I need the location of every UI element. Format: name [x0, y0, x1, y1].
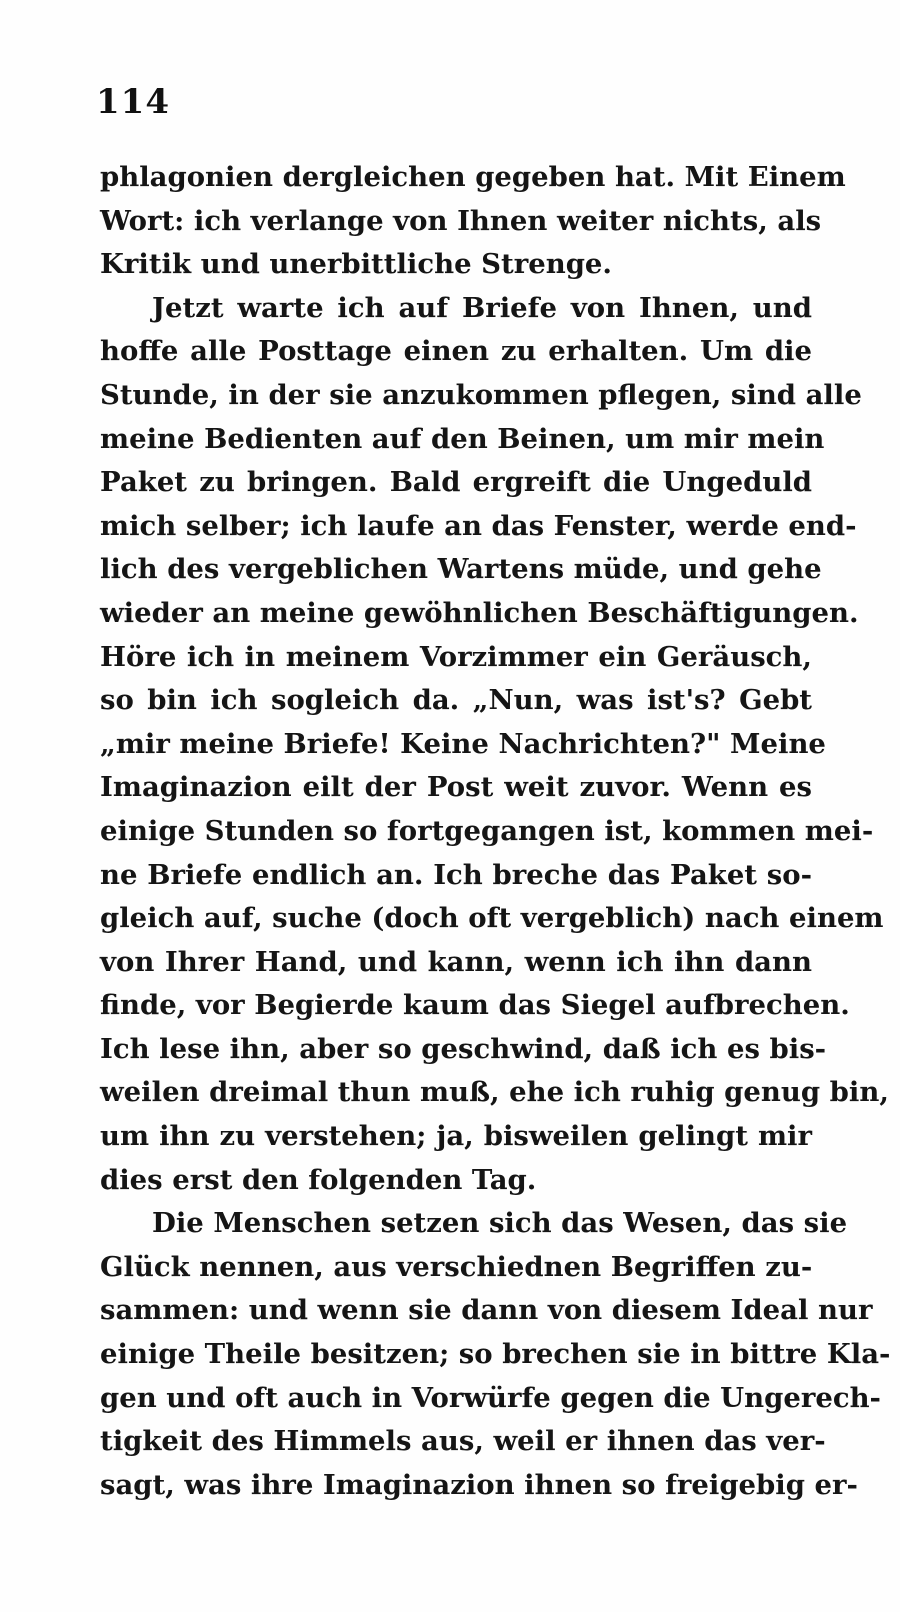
- text-line: einige Stunden so fortgegangen ist, kommen mei-: [100, 814, 874, 847]
- text-line: meine Bedienten auf den Beinen, um mir mein: [100, 422, 825, 455]
- page-number: 114: [96, 82, 170, 122]
- text-line: Imaginazion eilt der Post weit zuvor. Wenn es: [100, 771, 812, 804]
- text-line: phlagonien dergleichen gegeben hat. Mit Einem: [100, 161, 846, 193]
- text-line: tigkeit des Himmels aus, weil er ihnen das ver-: [100, 1425, 826, 1458]
- text-line: Kritik und unerbittliche Strenge.: [100, 248, 612, 281]
- text-line: sagt, was ihre Imaginazion ihnen so freigebig er-: [100, 1468, 858, 1501]
- text-line: Jetzt warte ich auf Briefe von Ihnen, und: [152, 291, 812, 324]
- text-line: so bin ich sogleich da. „Nun, was ist's? Gebt: [100, 684, 812, 717]
- text-line: weilen dreimal thun muß, ehe ich ruhig genug bin,: [100, 1076, 889, 1109]
- text-line: Die Menschen setzen sich das Wesen, das sie: [152, 1207, 848, 1240]
- text-line: ne Briefe endlich an. Ich breche das Paket so-: [100, 858, 812, 891]
- page-body-text: [100, 156, 891, 1507]
- text-line: „mir meine Briefe! Keine Nachrichten?" Meine: [100, 727, 826, 760]
- text-line: Glück nennen, aus verschiednen Begriffen zu-: [100, 1250, 813, 1283]
- text-line: hoffe alle Posttage einen zu erhalten. Um die: [100, 335, 812, 368]
- text-line: sammen: und wenn sie dann von diesem Ideal nur: [100, 1294, 873, 1327]
- text-line: Höre ich in meinem Vorzimmer ein Geräusch,: [100, 640, 812, 673]
- paragraph-2: [100, 287, 889, 1202]
- text-line: um ihn zu verstehen; ja, bisweilen gelingt mir: [100, 1120, 812, 1153]
- text-line: Stunde, in der sie anzukommen pflegen, sind alle: [100, 378, 862, 411]
- text-line: einige Theile besitzen; so brechen sie in bittre Kla-: [100, 1338, 891, 1371]
- text-line: lich des vergeblichen Wartens müde, und gehe: [100, 553, 822, 586]
- text-line: wieder an meine gewöhnlichen Beschäftigungen.: [100, 596, 859, 629]
- text-line: gen und oft auch in Vorwürfe gegen die Ungerech-: [100, 1381, 881, 1414]
- text-line: finde, vor Begierde kaum das Siegel aufbrechen.: [100, 989, 850, 1022]
- paragraph-1: [100, 156, 846, 287]
- text-line: mich selber; ich laufe an das Fenster, werde end-: [100, 509, 857, 542]
- text-line: dies erst den folgenden Tag.: [100, 1163, 537, 1196]
- paragraph-3: [100, 1202, 891, 1507]
- text-line: Paket zu bringen. Bald ergreift die Ungeduld: [100, 466, 812, 499]
- text-line: gleich auf, suche (doch oft vergeblich) nach einem: [100, 902, 884, 935]
- text-line: von Ihrer Hand, und kann, wenn ich ihn dann: [100, 945, 812, 978]
- text-line: Wort: ich verlange von Ihnen weiter nichts, als: [100, 204, 822, 237]
- text-line: Ich lese ihn, aber so geschwind, daß ich es bis-: [100, 1032, 827, 1065]
